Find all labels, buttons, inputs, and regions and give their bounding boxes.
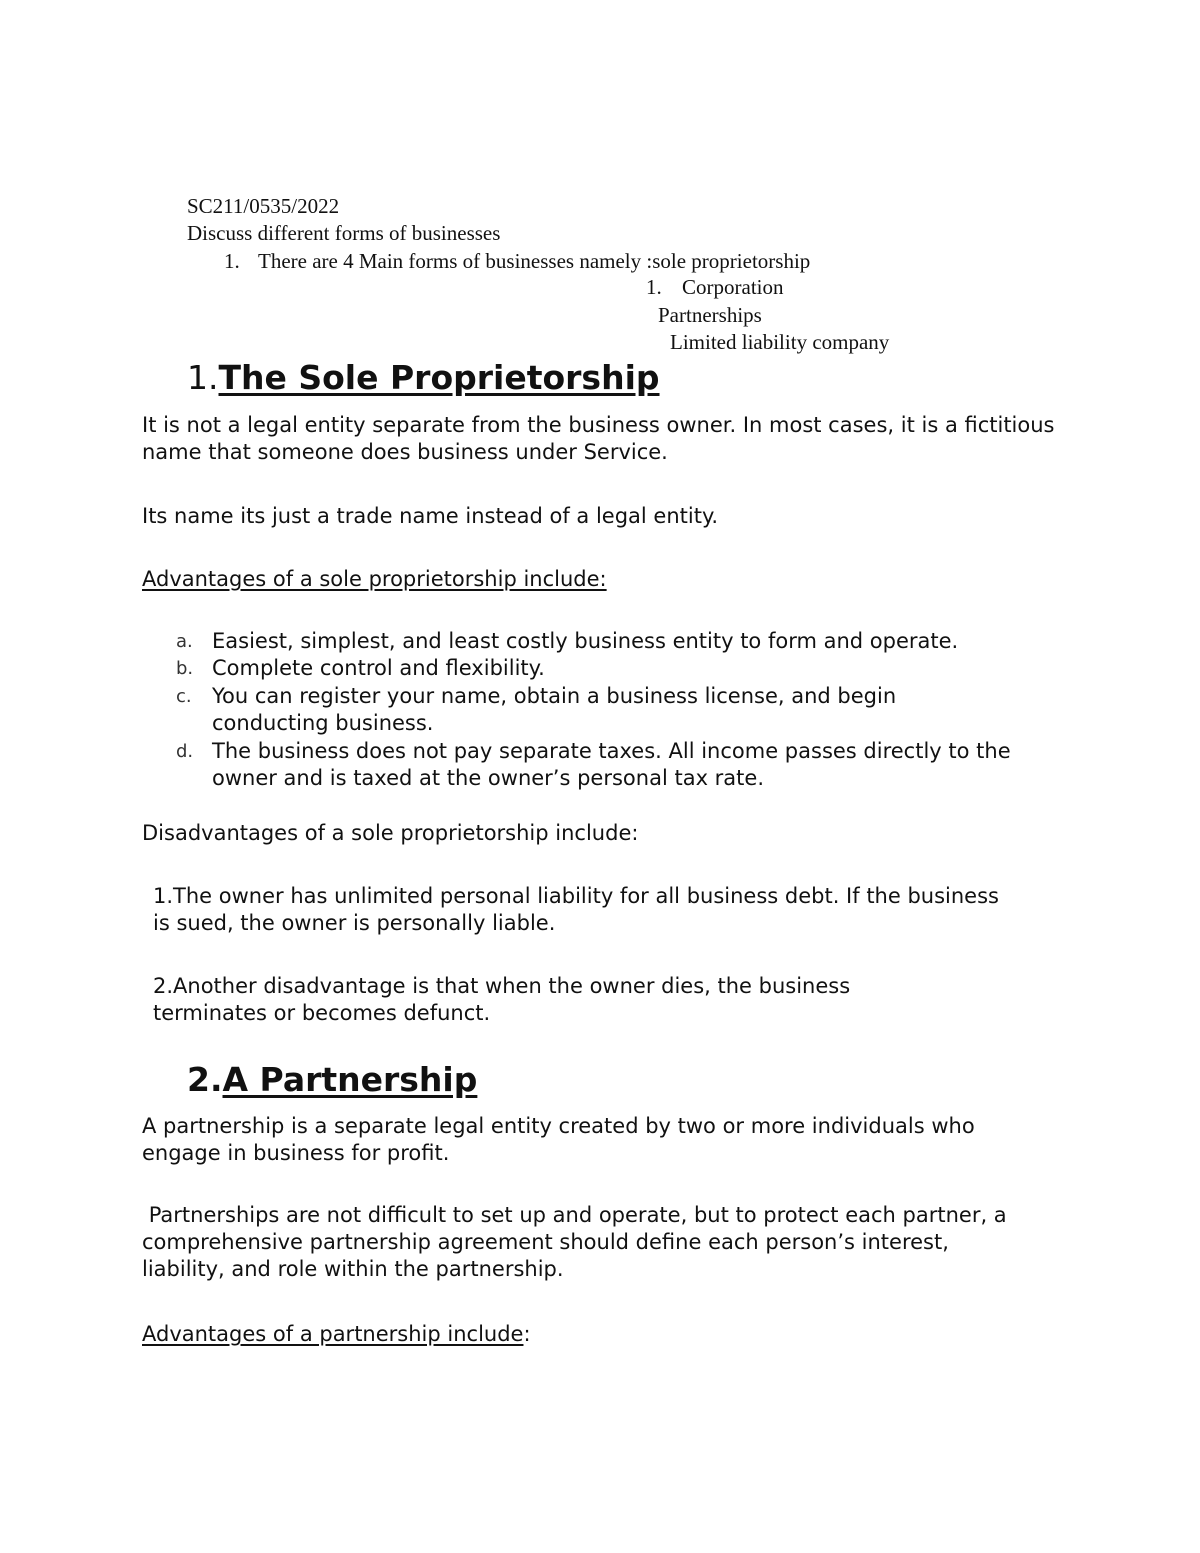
list-text: Complete control and flexibility. (212, 656, 545, 680)
section1-para2: Its name its just a trade name instead of a legal entity. (142, 504, 719, 528)
student-id: SC211/0535/2022 (187, 194, 340, 218)
section2-para2: Partnerships are not difficult to set up and operate, but to protect each partner, a comprehensive partnership agreement should define each person’s interest, liability, and role within the partnership. (142, 1203, 1014, 1281)
list-marker: c. (176, 686, 192, 707)
sub-item-corporation: Corporation (682, 275, 784, 299)
question-line: Discuss different forms of businesses (187, 221, 501, 245)
sub-item-llc: Limited liability company (670, 330, 890, 354)
section2-advantages-colon: : (523, 1322, 531, 1346)
section1-advantages-heading: Advantages of a sole proprietorship include: (142, 567, 607, 591)
sub-number: 1. (646, 275, 662, 299)
list-item (176, 628, 1056, 655)
section1-para1: It is not a legal entity separate from the business owner. In most cases, it is a fictitious name that someone does business under Service. (142, 413, 1055, 464)
section1-number: 1. (187, 358, 219, 397)
intro-text: There are 4 Main forms of businesses namely :sole proprietorship (258, 249, 811, 273)
list-marker: a. (176, 631, 193, 652)
section2-title: A Partnership (222, 1060, 478, 1099)
section2-para1: A partnership is a separate legal entity created by two or more individuals who engage in business for profit. (142, 1114, 975, 1165)
list-item (176, 683, 1056, 737)
intro-number: 1. (224, 249, 240, 273)
list-text: You can register your name, obtain a business license, and begin conducting business. (212, 684, 897, 735)
disadvantage-item: 2.Another disadvantage is that when the owner dies, the business terminates or becomes defunct. (153, 974, 851, 1025)
list-marker: b. (176, 658, 194, 679)
sub-item-partnerships: Partnerships (658, 303, 762, 327)
list-item (176, 738, 1056, 792)
section2-advantages-heading (142, 1321, 1062, 1348)
section2-number: 2. (187, 1060, 223, 1099)
list-marker: d. (176, 741, 194, 762)
list-text: Easiest, simplest, and least costly business entity to form and operate. (212, 629, 959, 653)
section1-title: The Sole Proprietorship (218, 358, 660, 397)
list-text: The business does not pay separate taxes. All income passes directly to the owner and is taxed at the owner’s personal tax rate. (212, 739, 1011, 790)
section2-heading (187, 1060, 477, 1100)
list-item (176, 655, 1056, 682)
section1-disadvantages-heading: Disadvantages of a sole proprietorship include: (142, 821, 639, 845)
disadvantage-item: 1.The owner has unlimited personal liability for all business debt. If the business is sued, the owner is personally liable. (153, 884, 999, 935)
section2-advantages-label: Advantages of a partnership include (142, 1322, 524, 1346)
section1-heading (187, 358, 660, 398)
